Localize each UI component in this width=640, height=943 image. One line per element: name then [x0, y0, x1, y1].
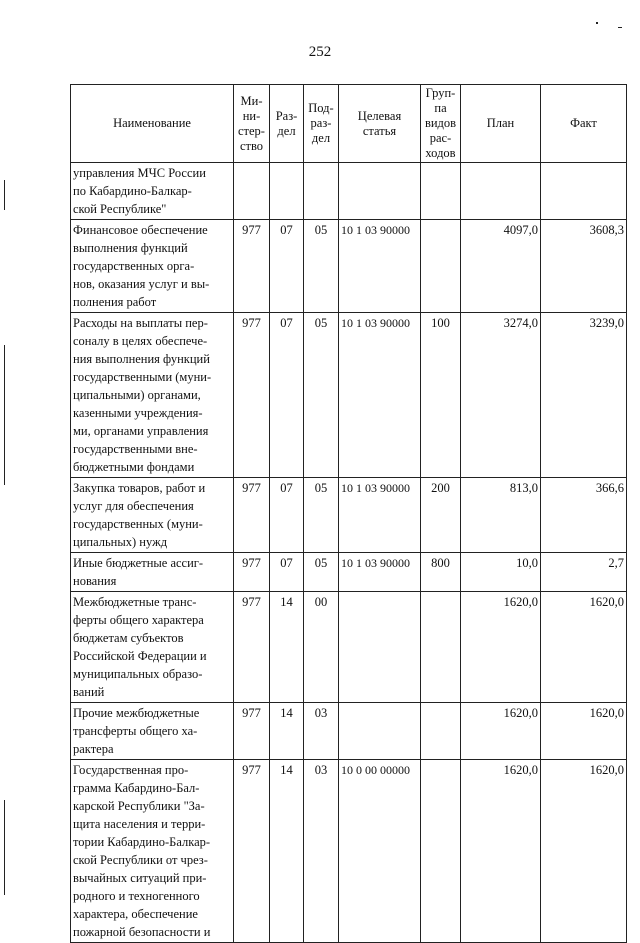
- row-subsection: 03: [304, 760, 339, 943]
- row-fact: 1620,0: [541, 592, 627, 703]
- row-fact: 3239,0: [541, 313, 627, 478]
- page-number: 252: [308, 44, 332, 60]
- row-group: 800: [421, 553, 461, 592]
- table-header-row: [71, 85, 627, 163]
- row-ministry: 977: [234, 313, 270, 478]
- table-row: [71, 220, 627, 313]
- row-section: 14: [270, 703, 304, 760]
- row-group: [421, 592, 461, 703]
- scan-mark: [4, 800, 5, 895]
- table-row: [71, 553, 627, 592]
- table-row: [71, 592, 627, 703]
- row-group: [421, 703, 461, 760]
- row-name: Межбюджетные транс- ферты общего характера бюджетам субъектов Российской Федерации и муниципальных образо- ваний: [71, 592, 234, 703]
- table-row: [71, 760, 627, 943]
- row-name: Прочие межбюджетные трансферты общего ха- рактера: [71, 703, 234, 760]
- row-group: 200: [421, 478, 461, 553]
- row-subsection: 05: [304, 478, 339, 553]
- row-target: [339, 703, 421, 760]
- row-name: Государственная про- грамма Кабардино-Бал- карской Республики "За- щита населения и терри- тории Кабардино-Балкар- ской Республики от чрез- вычайных ситуаций при- родного и техногенного характера, обеспечение пожарной безопасности и: [71, 760, 234, 943]
- row-plan: 1620,0: [461, 703, 541, 760]
- row-group: [421, 760, 461, 943]
- row-subsection: [304, 163, 339, 220]
- row-subsection: 05: [304, 553, 339, 592]
- row-subsection: 05: [304, 313, 339, 478]
- row-section: [270, 163, 304, 220]
- table-row: [71, 478, 627, 553]
- row-name: управления МЧС России по Кабардино-Балкар- ской Республике": [71, 163, 234, 220]
- row-fact: 366,6: [541, 478, 627, 553]
- row-plan: 10,0: [461, 553, 541, 592]
- row-target: [339, 592, 421, 703]
- row-target: 10 1 03 90000: [339, 478, 421, 553]
- row-ministry: 977: [234, 703, 270, 760]
- row-target: 10 1 03 90000: [339, 220, 421, 313]
- scan-mark: [596, 22, 598, 24]
- row-name: Иные бюджетные ассиг- нования: [71, 553, 234, 592]
- scan-mark: [4, 345, 5, 485]
- row-section: 14: [270, 760, 304, 943]
- row-fact: 3608,3: [541, 220, 627, 313]
- row-name: Закупка товаров, работ и услуг для обеспечения государственных (муни- ципальных) нужд: [71, 478, 234, 553]
- row-section: 14: [270, 592, 304, 703]
- row-ministry: 977: [234, 478, 270, 553]
- header-target: Целевая статья: [339, 85, 421, 163]
- row-plan: 3274,0: [461, 313, 541, 478]
- row-plan: [461, 163, 541, 220]
- row-group: 100: [421, 313, 461, 478]
- header-ministry: Ми- ни- стер- ство: [234, 85, 270, 163]
- row-section: 07: [270, 220, 304, 313]
- header-section: Раз- дел: [270, 85, 304, 163]
- row-ministry: [234, 163, 270, 220]
- header-plan: План: [461, 85, 541, 163]
- row-subsection: 00: [304, 592, 339, 703]
- table-row: [71, 313, 627, 478]
- row-ministry: 977: [234, 553, 270, 592]
- row-plan: 4097,0: [461, 220, 541, 313]
- budget-table: [70, 84, 627, 943]
- header-subsection: Под- раз- дел: [304, 85, 339, 163]
- row-target: [339, 163, 421, 220]
- row-plan: 1620,0: [461, 592, 541, 703]
- row-group: [421, 163, 461, 220]
- row-subsection: 05: [304, 220, 339, 313]
- row-plan: 813,0: [461, 478, 541, 553]
- row-target: 10 1 03 90000: [339, 313, 421, 478]
- row-name: Расходы на выплаты пер- соналу в целях обеспече- ния выполнения функций государственными (муни- ципальными) органами, казенными учреждения- ми, органами управления государственными вне- бюджетными фондами: [71, 313, 234, 478]
- row-fact: 2,7: [541, 553, 627, 592]
- header-name: Наименование: [71, 85, 234, 163]
- row-target: 10 0 00 00000: [339, 760, 421, 943]
- row-fact: [541, 163, 627, 220]
- row-name: Финансовое обеспечение выполнения функций государственных орга- нов, оказания услуг и вы- полнения работ: [71, 220, 234, 313]
- row-group: [421, 220, 461, 313]
- scan-mark: [618, 27, 622, 28]
- row-section: 07: [270, 313, 304, 478]
- row-plan: 1620,0: [461, 760, 541, 943]
- header-expense-group: Груп- па видов рас- ходов: [421, 85, 461, 163]
- header-fact: Факт: [541, 85, 627, 163]
- row-fact: 1620,0: [541, 703, 627, 760]
- row-ministry: 977: [234, 592, 270, 703]
- row-ministry: 977: [234, 220, 270, 313]
- row-fact: 1620,0: [541, 760, 627, 943]
- scan-mark: [4, 180, 5, 210]
- table-row: [71, 163, 627, 220]
- row-ministry: 977: [234, 760, 270, 943]
- row-subsection: 03: [304, 703, 339, 760]
- row-section: 07: [270, 553, 304, 592]
- row-target: 10 1 03 90000: [339, 553, 421, 592]
- row-section: 07: [270, 478, 304, 553]
- table-row: [71, 703, 627, 760]
